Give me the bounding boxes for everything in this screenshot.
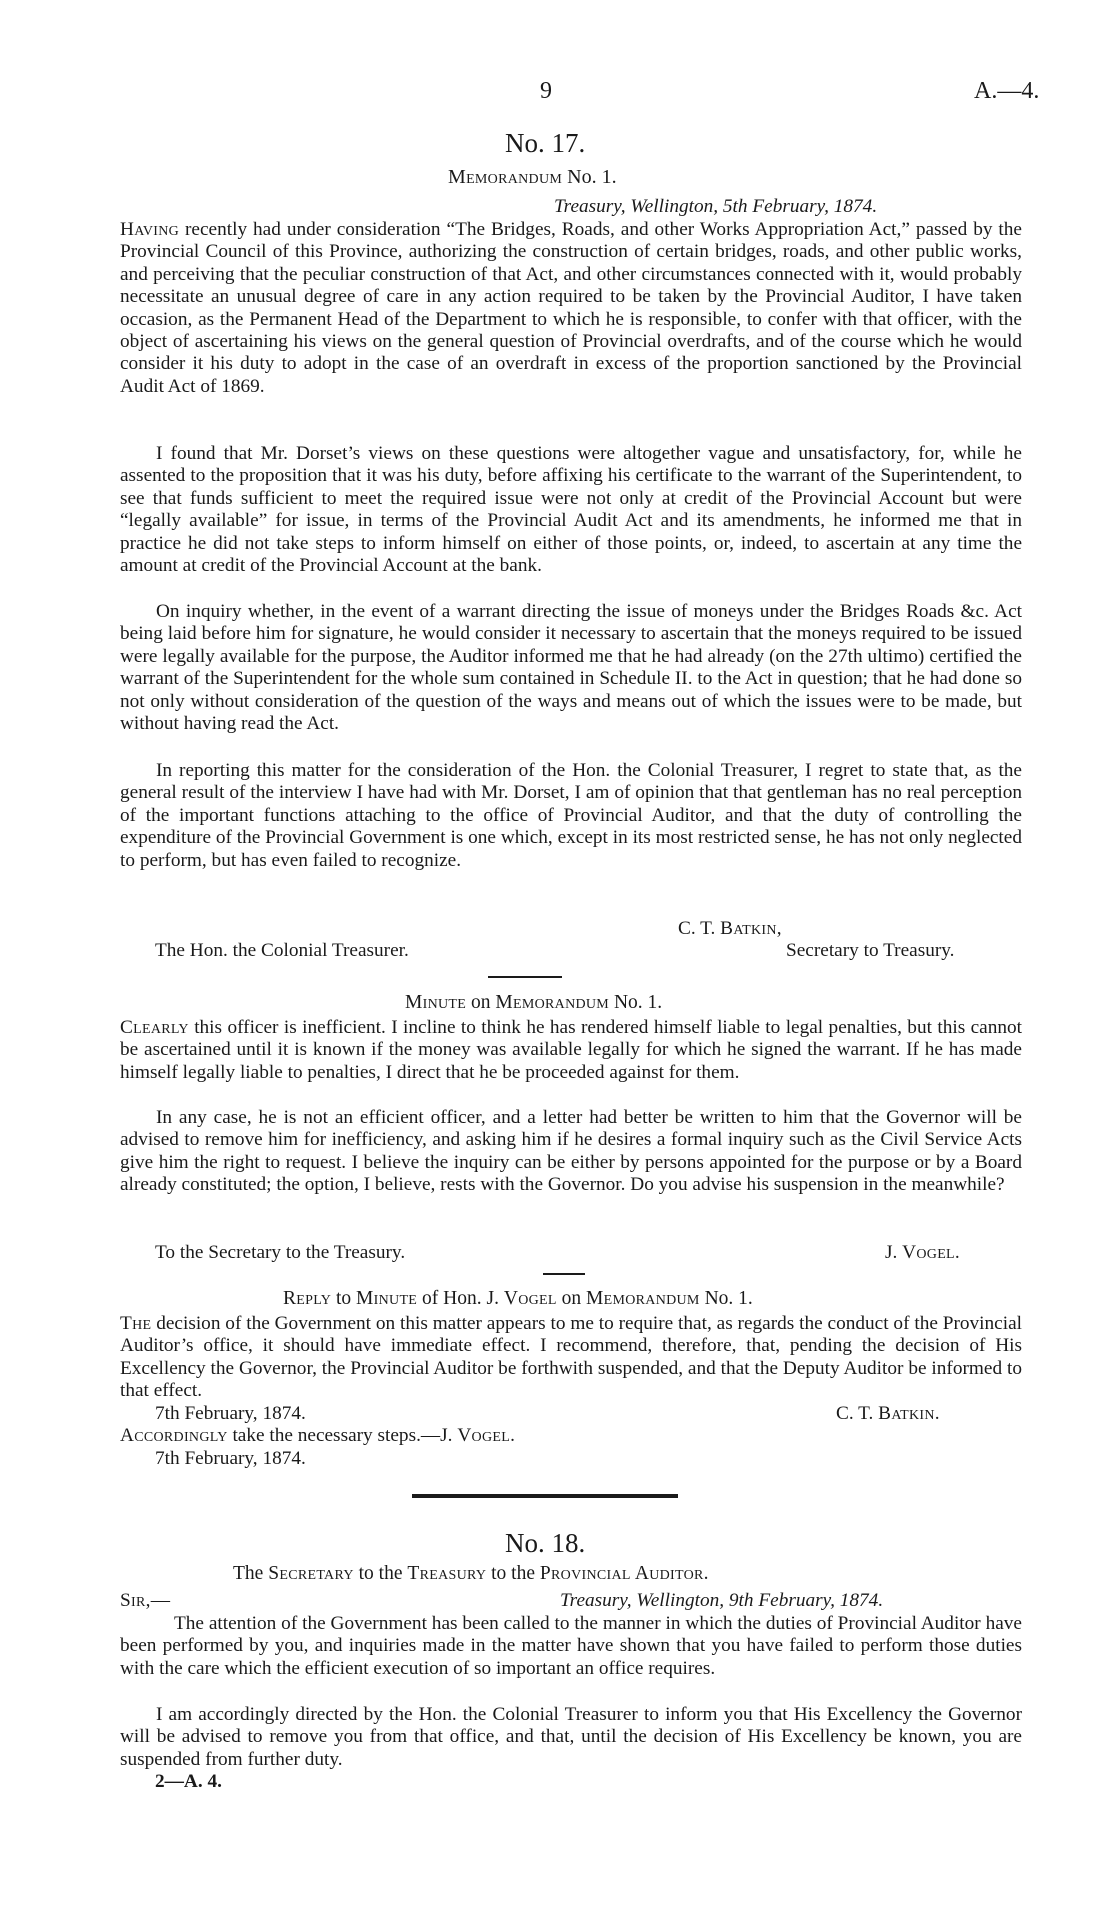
memorandum-paragraph-1-lead: Having [120, 219, 180, 240]
letter-paragraph-2: I am accordingly directed by the Hon. the Colonial Treasurer to inform you that His Excellency the Governor will be advised to remove you from that office, and that, until the decision of His Excellency be known, you are suspended from further duty. [120, 1704, 1022, 1770]
reply-heading [283, 1288, 753, 1310]
divider-rule [543, 1273, 585, 1275]
accordingly-date: 7th February, 1874. [155, 1448, 306, 1469]
memorandum-paragraph-4: In reporting this matter for the consideration of the Hon. the Colonial Treasurer, I regret to state that, as the general result of the interview I have had with Mr. Dorset, I am of opinion that that gentleman has no real perception of the important functions attaching to the office of Provincial Auditor, and that the duty of controlling the expenditure of the Provincial Government is one which, except in its most restricted sense, he has not only neglected to perform, but has even failed to recognize. [120, 760, 1022, 871]
page-number: 9 [540, 78, 552, 104]
reply-paragraph-1-lead: The [120, 1313, 152, 1334]
minute-paragraph-1 [120, 1017, 1022, 1084]
minute-paragraph-2: In any case, he is not an efficient officer, and a letter had better be written to him that the Governor will be advised to remove him for inefficiency, and asking him if he desires a formal inquiry such as the Civil Service Acts give him the right to request. I believe the inquiry can be either by persons appointed for the purpose or by a Board already constituted; the option, I believe, rests with the Governor. Do you advise his suspension in the meanwhile? [120, 1107, 1022, 1196]
reply-heading-a: Reply [283, 1288, 332, 1309]
letter-heading-b: Secretary [268, 1563, 354, 1584]
section-divider-thick [412, 1494, 678, 1498]
letter-heading-a: The [233, 1563, 264, 1584]
minute-heading-c: Memorandum [495, 992, 610, 1013]
memorandum-heading-number: No. 1. [567, 166, 617, 188]
memorandum-heading-label: Memorandum [448, 166, 563, 188]
memorandum-paragraph-2: I found that Mr. Dorset’s views on these questions were altogether vague and unsatisfactory, for, while he assented to the proposition that it was his duty, before affixing his certificate to the warrant of the Superintendent, to see that funds sufficient to meet the required issue were not only at credit of the Provincial Account but were “legally available” for issue, in terms of the Provincial Audit Act and its amendments, he informed me that in practice he did not take steps to inform himself on either of those points, or, indeed, to ascertain at any time the amount at credit of the Provincial Account at the bank. [120, 443, 1022, 577]
minute-heading-a: Minute [405, 992, 467, 1013]
reply-paragraph-1 [120, 1313, 1022, 1403]
letter-heading-d: Treasury [407, 1563, 487, 1584]
memorandum-signature [678, 918, 782, 940]
accordingly-lead: Accordingly [120, 1425, 228, 1446]
reply-heading-d: of Hon. J. [422, 1288, 499, 1309]
minute-heading-b: on [471, 992, 491, 1013]
letter-heading-f: Provincial Auditor. [539, 1563, 709, 1584]
page-signature-mark: 2—A. 4. [155, 1771, 222, 1792]
memorandum-addressee: The Hon. the Colonial Treasurer. [155, 940, 409, 961]
divider-rule [488, 976, 562, 978]
reply-signature-initials: C. T. [836, 1403, 874, 1424]
reply-heading-e: Vogel [503, 1288, 557, 1309]
accordingly-name: Vogel. [457, 1425, 516, 1446]
memorandum-heading [448, 166, 617, 189]
minute-paragraph-1-body: this officer is inefficient. I incline to think he has rendered himself liable to legal penalties, but this cannot be ascertained until it is known if the money was available legally for which he signed the warrant. If he has made himself legally liable to penalties, I direct that he be proceeded against for them. [120, 1017, 1022, 1083]
section-title-no17: No. 17. [505, 128, 586, 158]
minute-addressee: To the Secretary to the Treasury. [155, 1242, 406, 1263]
section-title-no18: No. 18. [505, 1528, 586, 1558]
letter-heading-c: to the [358, 1563, 403, 1584]
accordingly-line [120, 1425, 515, 1447]
memorandum-signature-title: Secretary to Treasury. [786, 940, 955, 961]
letter-salutation: Sir,— [120, 1590, 171, 1611]
reply-paragraph-1-body: decision of the Government on this matter appears to me to require that, as regards the conduct of the Provincial Auditor’s office, it should have immediate effect. I recommend, therefore, that, pending the decision of His Excellency the Governor, the Provincial Auditor be forthwith suspended, and that the Deputy Auditor be informed to that effect. [120, 1313, 1022, 1402]
reply-heading-b: to [335, 1288, 352, 1309]
minute-signature-name: Vogel. [902, 1242, 961, 1263]
reply-signature [836, 1403, 940, 1425]
reply-heading-c: Minute [356, 1288, 418, 1309]
reply-heading-g: Memorandum [586, 1288, 700, 1309]
letter-paragraph-1: The attention of the Government has been called to the manner in which the duties of Provincial Auditor have been performed by you, and inquiries made in the matter have shown that you have failed to perform those duties with the care which the efficient execution of so important an office requires. [120, 1613, 1022, 1679]
memorandum-paragraph-1 [120, 219, 1022, 398]
accordingly-body: take the necessary steps.—J. [232, 1425, 453, 1446]
memorandum-signature-name: Batkin, [720, 918, 782, 939]
minute-heading-d: No. 1. [613, 992, 663, 1013]
reply-date: 7th February, 1874. [155, 1403, 306, 1424]
memorandum-place-date: Treasury, Wellington, 5th February, 1874. [554, 196, 878, 217]
letter-heading-e: to the [491, 1563, 536, 1584]
reply-heading-f: on [561, 1288, 582, 1309]
memorandum-paragraph-1-body: recently had under consideration “The Bridges, Roads, and other Works Appropriation Act,” passed by the Provincial Council of this Province, authorizing the construction of certain bridges, roads, and other public works, and perceiving that the peculiar construction of that Act, and other circumstances connected with it, would probably necessitate an unusual degree of care in any action required to be taken by the Provincial Auditor, I have taken occasion, as the Permanent Head of the Department to which he is responsible, to confer with that officer, with the object of ascertaining his views on the general question of Provincial overdrafts, and of the course which he would consider it his duty to adopt in the case of an overdraft in excess of the proportion sanctioned by the Provincial Audit Act of 1869. [120, 219, 1022, 397]
minute-paragraph-1-lead: Clearly [120, 1017, 189, 1038]
document-reference: A.—4. [974, 78, 1040, 104]
memorandum-signature-initials: C. T. [678, 918, 716, 939]
minute-signature [885, 1242, 960, 1264]
reply-signature-name: Batkin. [878, 1403, 940, 1424]
memorandum-paragraph-3: On inquiry whether, in the event of a warrant directing the issue of moneys under the Bridges Roads &c. Act being laid before him for signature, he would consider it necessary to ascertain that the moneys required to be issued were legally available for the purpose, the Auditor informed me that he had already (on the 27th ultimo) certified the warrant of the Superintendent for the whole sum contained in Schedule II. to the Act in question; that he had done so not only without consideration of the question of the ways and means out of which the issues were to be made, but without having read the Act. [120, 601, 1022, 735]
minute-heading [405, 992, 662, 1014]
minute-signature-initials: J. [885, 1242, 898, 1263]
letter-place-date: Treasury, Wellington, 9th February, 1874. [560, 1590, 884, 1611]
letter-heading [233, 1563, 709, 1585]
reply-heading-h: No. 1. [704, 1288, 753, 1309]
